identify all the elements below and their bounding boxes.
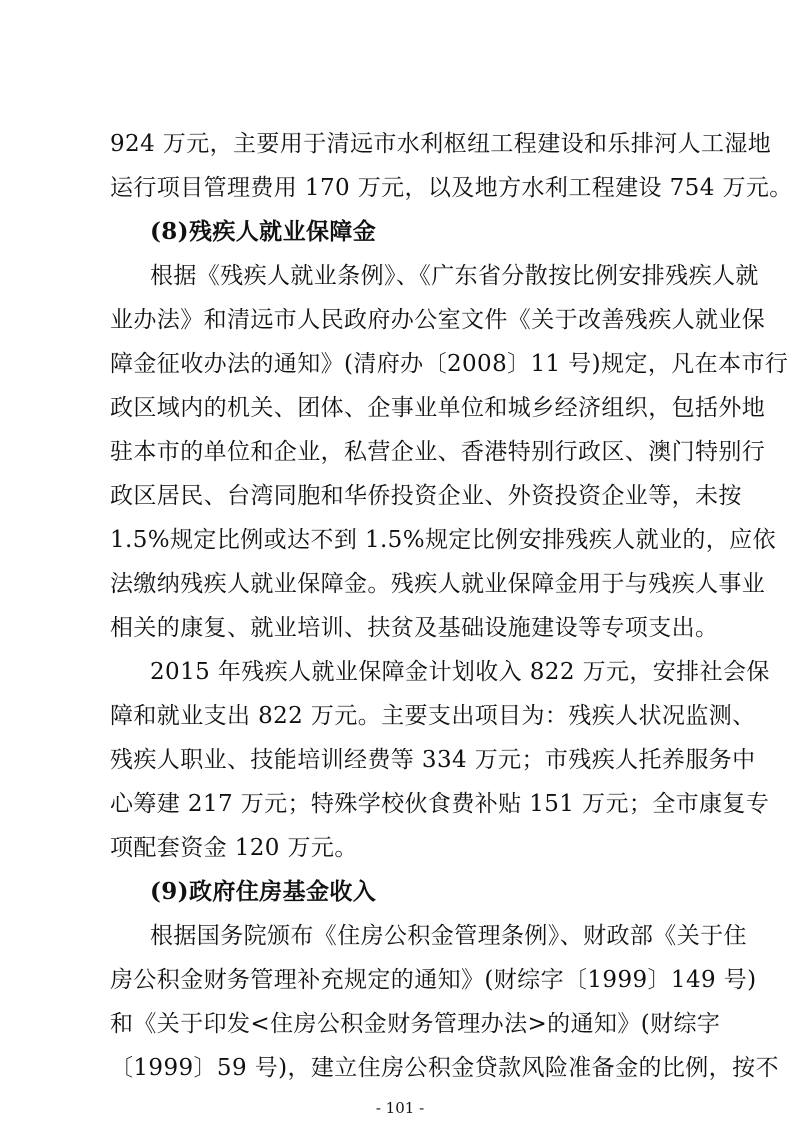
body-text-line: 根据《残疾人就业条例》、《广东省分散按比例安排残疾人就 xyxy=(150,263,759,289)
body-text-line: 政区域内的机关、团体、企事业单位和城乡经济组织，包括外地 xyxy=(110,395,766,421)
section-heading-9: (9)政府住房基金收入 xyxy=(150,878,377,905)
body-text-line: 和《关于印发<住房公积金财务管理办法>的通知》(财综字 xyxy=(110,1011,721,1037)
body-text-line: 相关的康复、就业培训、扶贫及基础设施建设等专项支出。 xyxy=(110,615,719,641)
body-text-line: 残疾人职业、技能培训经费等 334 万元；市残疾人托养服务中 xyxy=(110,747,756,773)
body-text-line: 障金征收办法的通知》(清府办〔2008〕11 号)规定，凡在本市行 xyxy=(110,351,789,377)
body-text-line: 924 万元，主要用于清远市水利枢纽工程建设和乐排河人工湿地 xyxy=(110,131,772,157)
body-text-line: 房公积金财务管理补充规定的通知》(财综字〔1999〕149 号) xyxy=(110,967,757,993)
body-text-line: 〔1999〕59 号)，建立住房公积金贷款风险准备金的比例，按不 xyxy=(110,1055,779,1081)
body-text-line: 驻本市的单位和企业，私营企业、香港特别行政区、澳门特别行 xyxy=(110,439,766,465)
body-text-line: 2015 年残疾人就业保障金计划收入 822 万元，安排社会保 xyxy=(150,659,770,685)
body-text-line: 业办法》和清远市人民政府办公室文件《关于改善残疾人就业保 xyxy=(110,307,766,333)
body-text-line: 政区居民、台湾同胞和华侨投资企业、外资投资企业等，未按 xyxy=(110,483,742,509)
body-text-line: 法缴纳残疾人就业保障金。残疾人就业保障金用于与残疾人事业 xyxy=(110,571,766,597)
body-text-line: 1.5%规定比例或达不到 1.5%规定比例安排残疾人就业的，应依 xyxy=(110,527,776,553)
body-text-line: 运行项目管理费用 170 万元，以及地方水利工程建设 754 万元。 xyxy=(110,175,793,201)
body-text-line: 根据国务院颁布《住房公积金管理条例》、财政部《关于住 xyxy=(150,923,747,949)
body-text-line: 项配套资金 120 万元。 xyxy=(110,835,358,861)
body-text-line: 障和就业支出 822 万元。主要支出项目为：残疾人状况监测、 xyxy=(110,703,756,729)
body-text-line: 心筹建 217 万元；特殊学校伙食费补贴 151 万元；全市康复专 xyxy=(110,791,770,817)
page-number: - 101 - xyxy=(375,1099,425,1117)
section-heading-8: (8)残疾人就业保障金 xyxy=(150,218,377,245)
